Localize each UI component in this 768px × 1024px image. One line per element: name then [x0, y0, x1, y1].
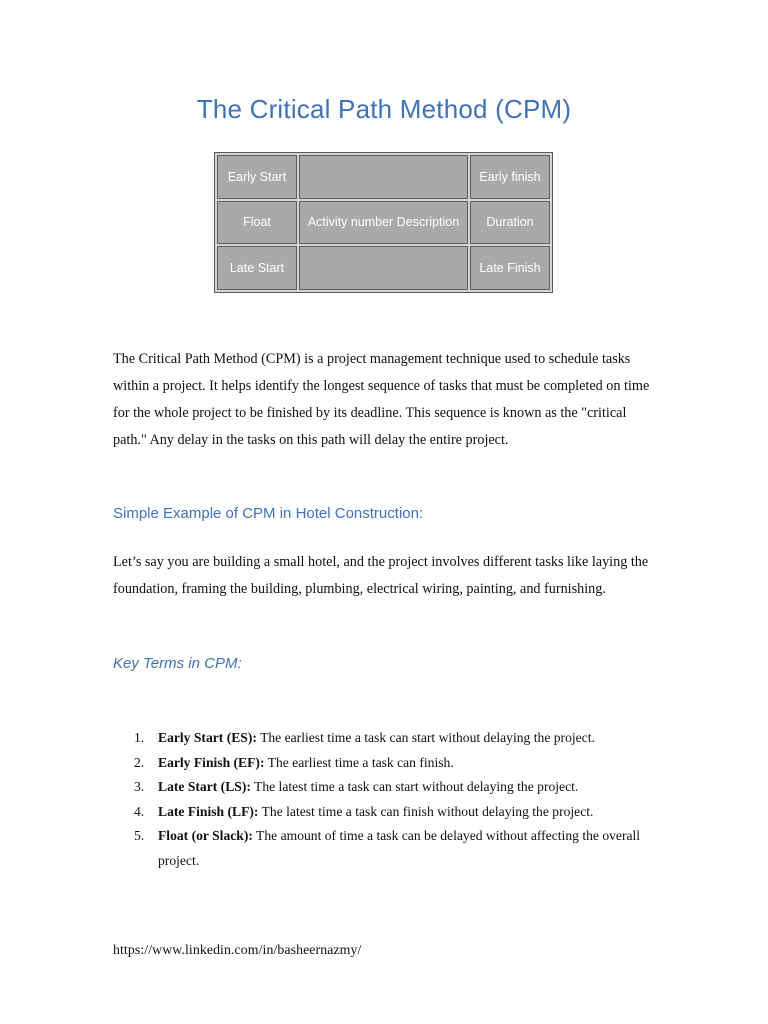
table-row: [217, 246, 550, 290]
term-name: Late Finish (LF):: [158, 803, 259, 819]
early-start-cell: Early Start: [217, 155, 297, 199]
term-name: Late Start (LS):: [158, 779, 251, 794]
term-definition: The latest time a task can finish without delaying the project.: [258, 803, 594, 819]
duration-cell: Duration: [470, 201, 550, 245]
list-item: [113, 751, 653, 776]
term-definition: The latest time a task can start without delaying the project.: [250, 779, 579, 794]
linkedin-link[interactable]: https://www.linkedin.com/in/basheernazmy/: [113, 942, 362, 957]
activity-description-cell: Activity number Description: [299, 201, 468, 245]
intro-paragraph: The Critical Path Method (CPM) is a project management technique used to schedule tasks within a project. It helps identify the longest sequence of tasks that must be completed on time for the whole project to be finished by its deadline. This sequence is known as the "critical path." Any delay in the tasks on this path will delay the entire project.: [113, 351, 650, 448]
key-terms-list: [113, 726, 653, 873]
example-paragraph: Let’s say you are building a small hotel, and the project involves different tasks like laying the foundation, framing the building, plumbing, electrical wiring, painting, and furnishing.: [113, 554, 649, 597]
key-terms-heading: Key Terms in CPM:: [113, 655, 242, 672]
term-definition: The amount of time a task can be delayed without affecting the overall project.: [158, 828, 641, 868]
list-number: 4.: [134, 803, 145, 819]
list-number: 5.: [134, 828, 145, 843]
term-definition: The earliest time a task can start without delaying the project.: [256, 730, 595, 745]
empty-bottom-cell: [299, 246, 468, 290]
list-item: [113, 800, 653, 825]
term-name: Early Finish (EF):: [158, 754, 265, 770]
list-number: 3.: [134, 779, 145, 794]
empty-top-cell: [299, 155, 468, 199]
list-item-body: [158, 726, 653, 751]
list-item-body: [158, 800, 653, 825]
list-item-body: [158, 775, 653, 800]
list-item: [113, 726, 653, 751]
list-item-body: [158, 824, 653, 873]
cpm-node-table: [214, 152, 553, 293]
page-title: The Critical Path Method (CPM): [196, 94, 572, 124]
list-item-body: [158, 751, 653, 776]
table-row: [217, 201, 550, 245]
list-item: [113, 824, 653, 873]
list-number: 1.: [134, 730, 145, 745]
term-name: Float (or Slack):: [158, 828, 253, 843]
early-finish-cell: Early finish: [470, 155, 550, 199]
table-row: [217, 155, 550, 199]
term-name: Early Start (ES):: [158, 730, 257, 745]
late-start-cell: Late Start: [217, 246, 297, 290]
term-definition: The earliest time a task can finish.: [264, 754, 454, 770]
list-item: [113, 775, 653, 800]
list-number: 2.: [134, 754, 145, 770]
late-finish-cell: Late Finish: [470, 246, 550, 290]
float-cell: Float: [217, 201, 297, 245]
example-heading: Simple Example of CPM in Hotel Construction:: [113, 505, 424, 522]
